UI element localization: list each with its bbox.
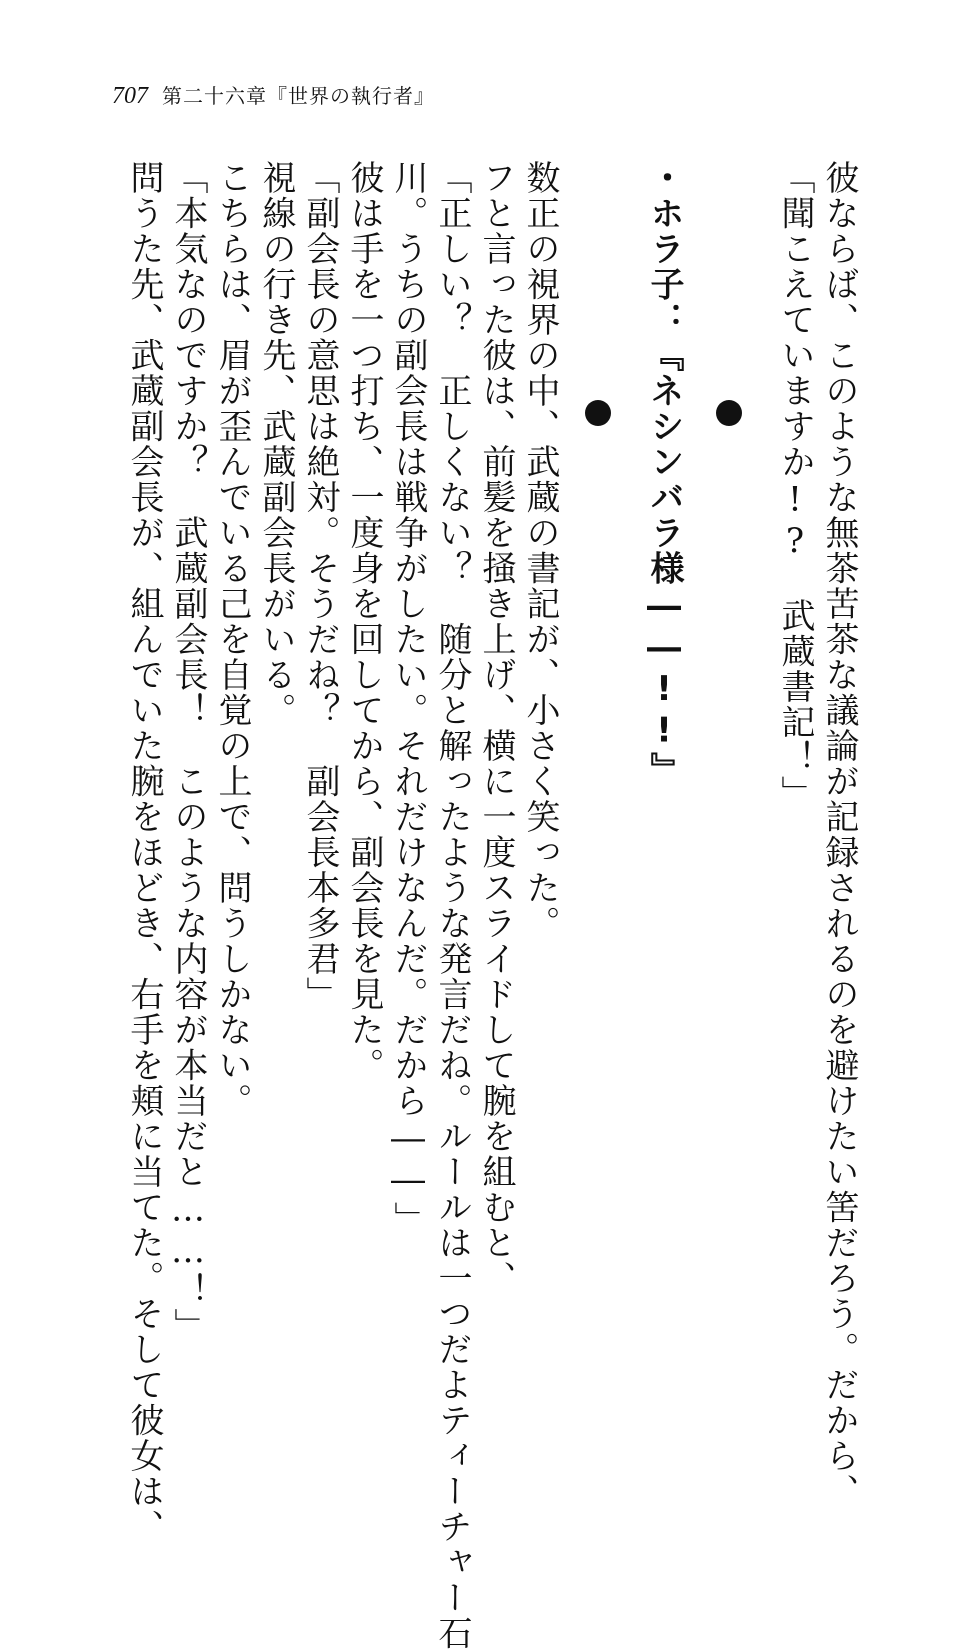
text-line-11: こちらは、眉が歪んでいる己を自覚の上で、問うしかない。 bbox=[212, 160, 252, 1119]
text-line-2: 「聞こえていますか!? 武蔵書記！」 bbox=[775, 160, 815, 811]
bullet-icon bbox=[716, 400, 742, 426]
text-line-12: 「本気なのですか？ 武蔵副会長！ このような内容が本当だと……！」 bbox=[168, 160, 208, 1344]
text-line-6: 「正しい？ 正しくない？ 随分と解ったような発言だね。ルールは一つだよティーチャー石 bbox=[432, 160, 472, 1651]
text-line-13: 問うた先、武蔵副会長が、組んでいた腕をほどき、右手を頬に当てた。そして彼女は、 bbox=[124, 160, 164, 1545]
text-line-5: フと言った彼は、前髪を掻き上げ、横に一度スライドして腕を組むと、 bbox=[476, 160, 516, 1296]
page-number: 707 bbox=[112, 83, 148, 109]
text-line-10: 視線の行き先、武蔵副会長がいる。 bbox=[256, 160, 296, 728]
running-header bbox=[112, 80, 435, 110]
text-line-9: 「副会長の意思は絶対。そうだね？ 副会長本多君」 bbox=[300, 160, 340, 1012]
text-line-7: 川。うちの副会長は戦争がしたい。それだけなんだ。だから――」 bbox=[388, 160, 428, 1237]
text-line-4: 数正の視界の中、武蔵の書記が、小さく笑った。 bbox=[520, 160, 560, 941]
bullet-icon bbox=[585, 400, 611, 426]
chapter-title: 第二十六章『世界の執行者』 bbox=[162, 84, 435, 108]
emphasis-line: ・ホラ子：『ネシンバラ様――!!』 bbox=[644, 160, 684, 788]
text-line-1: 彼ならば、このような無茶苦茶な議論が記録されるのを避けたい筈だろう。だから、 bbox=[819, 160, 859, 1509]
text-line-8: 彼は手を一つ打ち、一度身を回してから、副会長を見た。 bbox=[344, 160, 384, 1083]
